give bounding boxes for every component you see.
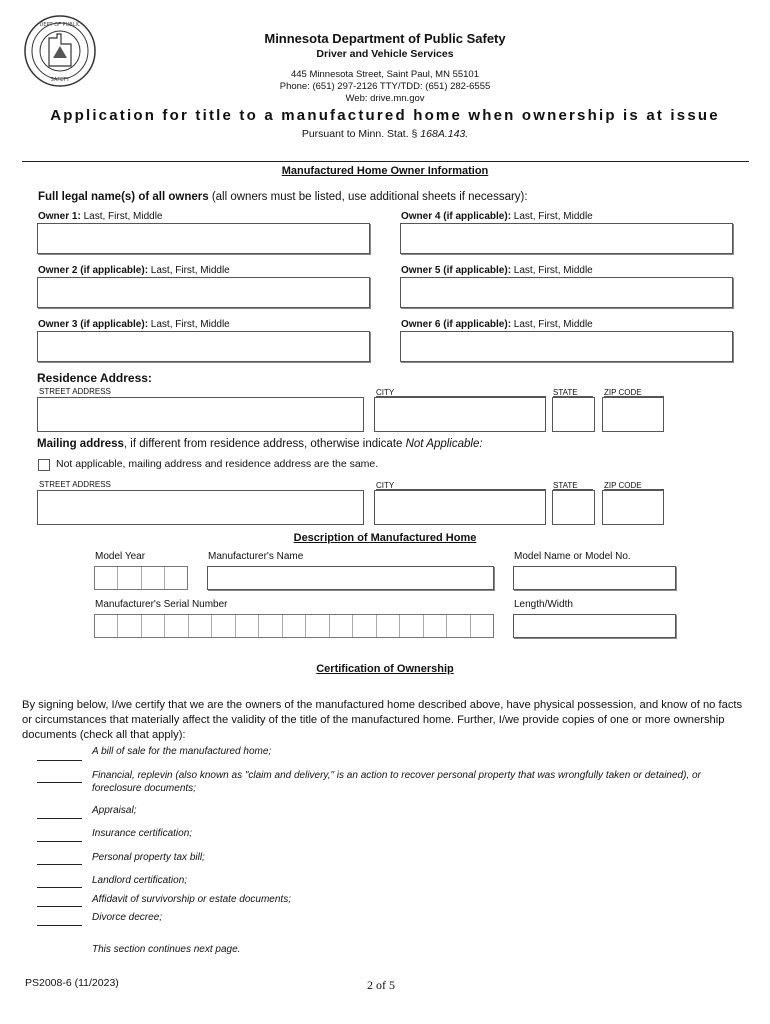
owner-3-field[interactable] [37, 331, 370, 362]
mailing-state-label: STATE [553, 481, 578, 490]
mailing-street-label: STREET ADDRESS [39, 480, 111, 489]
certification-statement: By signing below, I/we certify that we are the owners of the manufactured home described above, have physical possession, and know of no facts or circumstances that materially affect the validity of the title of the manufactured home. Further, I/we provide copies of one or more ownership documents (check all that apply): [22, 699, 743, 741]
check-blank-financial[interactable] [37, 782, 82, 783]
certification-section-title: Certification of Ownership [316, 663, 454, 675]
division-name: Driver and Vehicle Services [316, 48, 454, 60]
mailing-city-label: CITY [376, 481, 395, 490]
residence-city-label: CITY [376, 388, 395, 397]
owner-6-label: Owner 6 (if applicable): Last, First, Middle [401, 319, 593, 330]
serial-number-label: Manufacturer's Serial Number [95, 599, 228, 610]
owner-section-title: Manufactured Home Owner Information [281, 165, 489, 177]
mailing-heading: Mailing address, if different from residence address, otherwise indicate Not Applicable: [37, 438, 483, 450]
residence-state-field[interactable] [552, 397, 595, 432]
model-name-field[interactable] [513, 566, 676, 590]
agency-phone: Phone: (651) 297-2126 TTY/TDD: (651) 282-6555 [279, 81, 491, 92]
svg-text:DEPT OF PUBLIC: DEPT OF PUBLIC [39, 22, 81, 28]
not-applicable-checkbox[interactable] [38, 459, 50, 471]
doc-appraisal: Appraisal; [92, 805, 137, 816]
check-blank-bill-of-sale[interactable] [37, 760, 82, 761]
residence-state-label: STATE [553, 388, 578, 397]
check-blank-landlord[interactable] [37, 887, 82, 888]
check-blank-divorce[interactable] [37, 925, 82, 926]
description-section-title: Description of Manufactured Home [293, 532, 477, 544]
model-name-label: Model Name or Model No. [514, 551, 631, 562]
doc-insurance: Insurance certification; [92, 828, 193, 839]
doc-bill-of-sale: A bill of sale for the manufactured home; [92, 746, 272, 757]
check-blank-insurance[interactable] [37, 841, 82, 842]
mailing-zip-label: ZIP CODE [604, 481, 642, 490]
manufacturer-name-field[interactable] [207, 566, 494, 590]
owner-2-field[interactable] [37, 277, 370, 308]
owner-4-field[interactable] [400, 223, 733, 254]
form-title: Application for title to a manufactured home when ownership is at issue [50, 107, 720, 124]
residence-heading: Residence Address: [37, 371, 152, 385]
owner-1-field[interactable] [37, 223, 370, 254]
doc-affidavit: Affidavit of survivorship or estate documents; [92, 894, 291, 905]
agency-web: Web: drive.mn.gov [345, 93, 425, 104]
page-number: 2 of 5 [367, 978, 395, 992]
owner-1-label: Owner 1: Last, First, Middle [38, 211, 163, 222]
manufacturer-name-label: Manufacturer's Name [208, 551, 304, 562]
svg-text:SAFETY: SAFETY [50, 77, 70, 83]
mailing-state-field[interactable] [552, 490, 595, 525]
model-year-label: Model Year [95, 551, 146, 562]
serial-number-field[interactable] [94, 614, 494, 638]
check-blank-tax-bill[interactable] [37, 864, 82, 865]
residence-street-field[interactable] [37, 397, 364, 432]
check-blank-appraisal[interactable] [37, 818, 82, 819]
residence-city-field[interactable] [374, 397, 546, 432]
residence-street-label: STREET ADDRESS [39, 387, 111, 396]
owner-3-label: Owner 3 (if applicable): Last, First, Middle [38, 319, 230, 330]
length-width-field[interactable] [513, 614, 676, 638]
continues-note: This section continues next page. [92, 944, 241, 955]
owner-6-field[interactable] [400, 331, 733, 362]
mailing-zip-field[interactable] [602, 490, 664, 525]
owner-2-label: Owner 2 (if applicable): Last, First, Middle [38, 265, 230, 276]
agency-name: Minnesota Department of Public Safety [264, 31, 506, 46]
check-blank-affidavit[interactable] [37, 906, 82, 907]
doc-divorce: Divorce decree; [92, 912, 163, 923]
owners-intro: Full legal name(s) of all owners (all owners must be listed, use additional sheets if necessary): [38, 191, 528, 203]
mailing-street-field[interactable] [37, 490, 364, 525]
doc-tax-bill: Personal property tax bill; [92, 852, 205, 863]
model-year-field[interactable] [94, 566, 188, 590]
owner-5-label: Owner 5 (if applicable): Last, First, Middle [401, 265, 593, 276]
form-id: PS2008-6 (11/2023) [25, 977, 119, 989]
agency-address: 445 Minnesota Street, Saint Paul, MN 55101 [290, 69, 479, 80]
residence-zip-label: ZIP CODE [604, 388, 642, 397]
length-width-label: Length/Width [514, 599, 573, 610]
residence-zip-field[interactable] [602, 397, 664, 432]
doc-landlord: Landlord certification; [92, 875, 188, 886]
doc-financial: Financial, replevin (also known as "claim and delivery," is an action to recover personal property that was wrongfully taken or detained), or foreclosure documents; [92, 770, 701, 794]
not-applicable-label: Not applicable, mailing address and residence address are the same. [56, 458, 379, 470]
owner-5-field[interactable] [400, 277, 733, 308]
mailing-city-field[interactable] [374, 490, 546, 525]
header-divider [22, 161, 749, 162]
owner-4-label: Owner 4 (if applicable): Last, First, Middle [401, 211, 593, 222]
statute-reference: Pursuant to Minn. Stat. § 168A.143. [301, 128, 469, 140]
